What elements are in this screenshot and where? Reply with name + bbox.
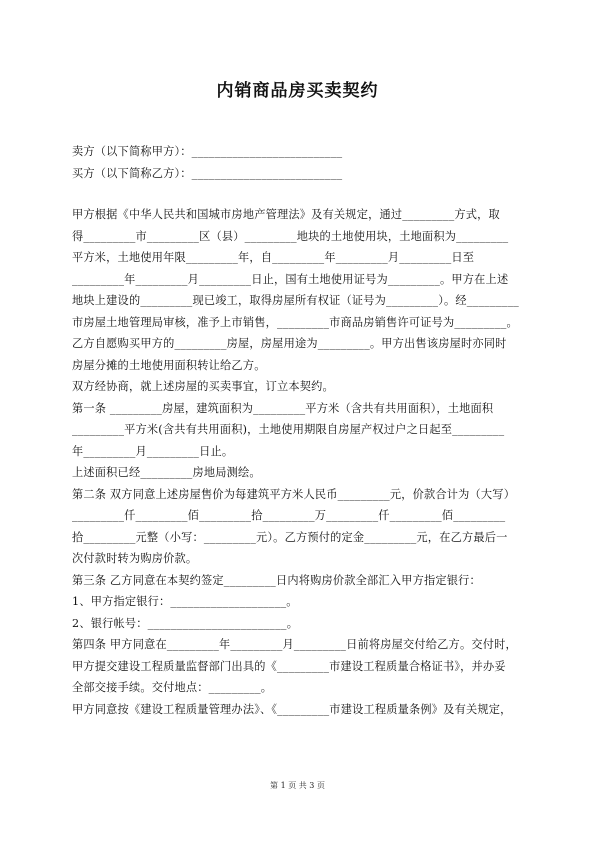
bank-line: 1、甲方指定银行：____________________。	[72, 595, 298, 608]
text-line: 上述面积已经_________房地局测绘。	[72, 466, 261, 479]
article-2-line: 第二条 双方同意上述房屋售价为每建筑平方米人民币_________元，价款合计为（大写）	[72, 487, 516, 501]
text-line: 年_________月_________日止。	[72, 444, 234, 458]
text-line: 拾_________元整（小写：_________元）。乙方预付的定金_________元，在乙方最后一	[72, 530, 508, 544]
text-line: 市房屋土地管理局审核，准予上市销售，_________市商品房销售许可证号为_________。	[72, 315, 518, 329]
text-line: 甲方提交建设工程质量监督部门出具的《_________市建设工程质量合格证书》，并办妥	[72, 659, 506, 673]
text-line: 房屋分摊的土地使用面积转让给乙方。	[72, 358, 266, 372]
text-line: _________平方米(含共有共用面积)，土地使用期限自房屋产权过户之日起至_________	[72, 423, 505, 436]
text-line: 次付款时转为购房价款。	[72, 552, 198, 565]
text-line: _________年_________月_________日止，国有土地使用证号为_________。甲方在上述	[72, 272, 509, 286]
text-line: 得_________市_________区（县）_________地块的土地使用块，土地面积为_________	[72, 229, 509, 243]
document-title: 内销商品房买卖契约	[216, 81, 379, 101]
article-4-line: 第四条 甲方同意在_________年_________月_________日前将房屋交付给乙方。交付时，	[72, 638, 517, 651]
text-line: 双方经协商，就上述房屋的买卖事宜，订立本契约。	[72, 380, 334, 393]
text-line: 平方米，土地使用年限_________年，自_________年_________月_________日至	[72, 251, 475, 264]
text-line: 乙方自愿购买甲方的_________房屋，房屋用途为_________。甲方出售该房屋时亦同时	[72, 337, 507, 350]
text-line: 全部交接手续。交付地点：_________。	[72, 681, 273, 694]
seller-line: 卖方（以下简称甲方）：__________________________	[72, 145, 343, 158]
text-line: _________仟_________佰_________拾_________万_________仟_________佰_________	[72, 509, 506, 522]
page-footer: 第 1 页 共 3 页	[270, 781, 325, 790]
article-1-line: 第一条 _________房屋，建筑面积为_________平方米（含共有共用面积），土地面积	[72, 401, 494, 415]
article-3-line: 第三条 乙方同意在本契约签定_________日内将购房价款全部汇入甲方指定银行：	[72, 573, 481, 587]
text-line: 地块上建设的_________现已竣工，取得房屋所有权证（证号为_________）。经_________	[72, 294, 519, 307]
text-line: 甲方根据《中华人民共和国城市房地产管理法》及有关规定，通过_________方式，取	[72, 208, 500, 221]
text-line: 甲方同意按《建设工程质量管理办法》、《_________市建设工程质量条例》及有关规定，	[72, 702, 512, 716]
account-line: 2、银行帐号：________________________。	[72, 616, 299, 630]
buyer-line: 买方（以下简称乙方）：__________________________	[72, 166, 343, 180]
document-body	[72, 141, 528, 720]
